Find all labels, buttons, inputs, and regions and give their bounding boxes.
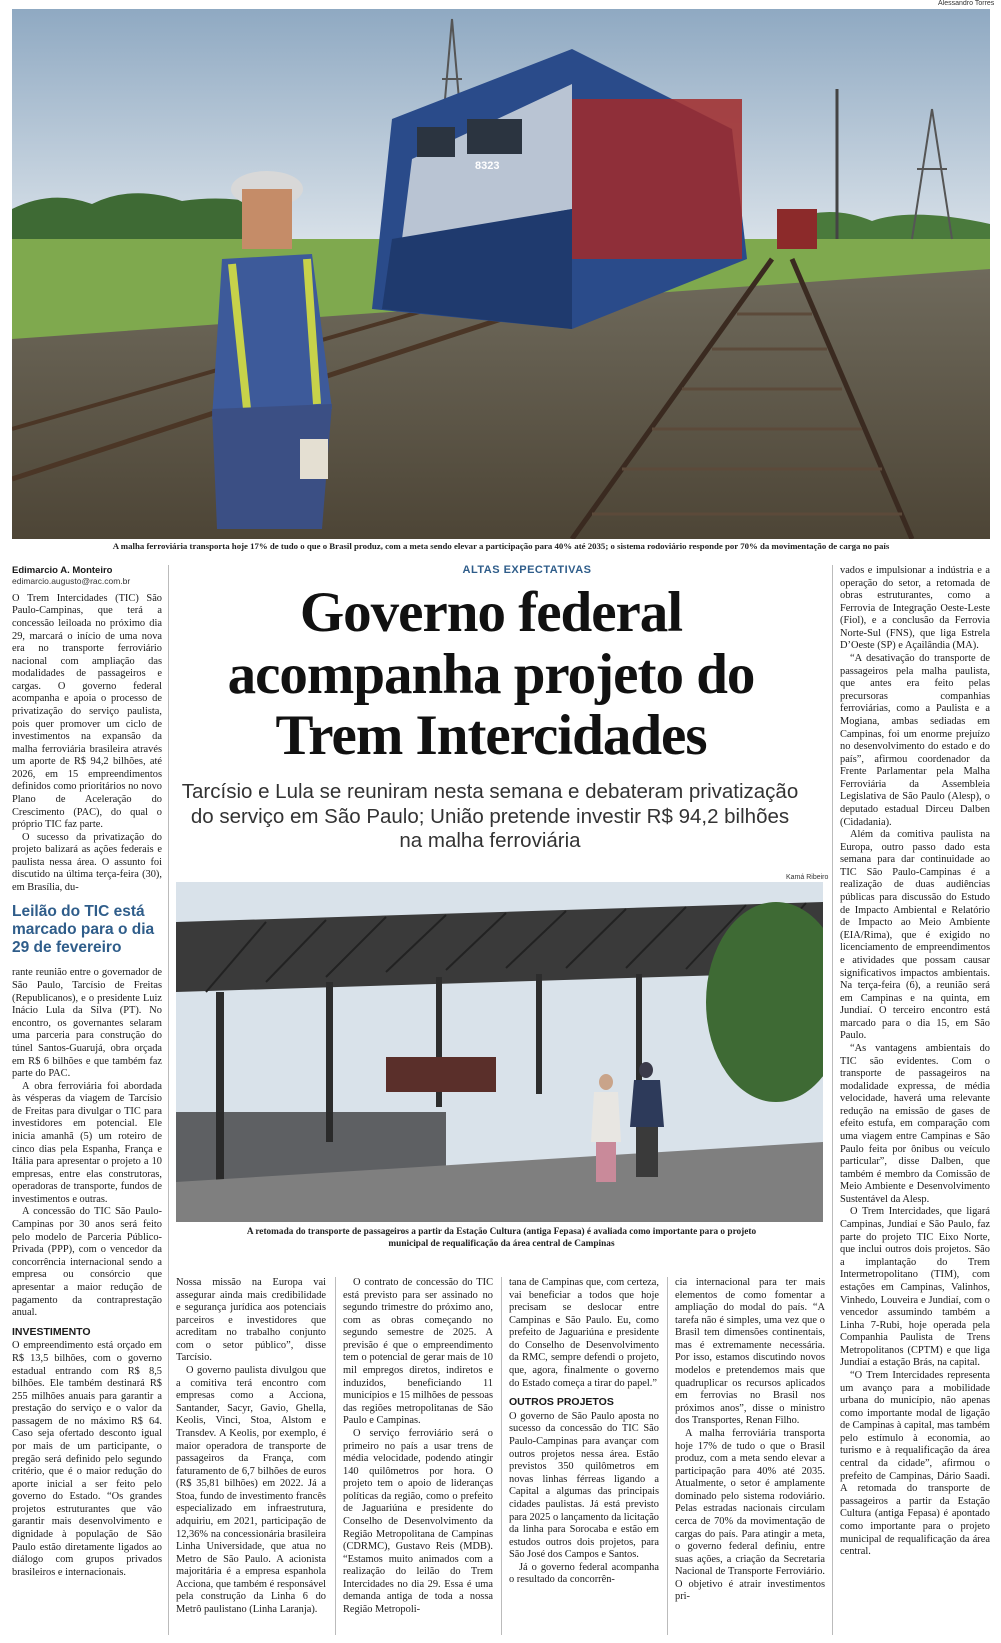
paragraph: A concessão do TIC São Paulo-Campinas por 30 anos será feito pelo modelo de Parceria Público-Privada (PPP), com o vencedor da concorrência internacional sendo a empresa ou consórcio que apresentar a maior redução de pagamento da contraprestação anual. (12, 1206, 162, 1319)
photo-credit-top: Alessandro Torres (938, 0, 995, 7)
headline: Governo federal acompanha projeto do Trem Intercidades (227, 581, 755, 768)
pull-quote: Leilão do TIC está marcado para o dia 29 de fevereiro (12, 902, 155, 957)
paragraph: Já o governo federal acompanha o resultado da concorrên- (509, 1561, 659, 1586)
top-photo-caption: A malha ferroviária transporta hoje 17% de tudo o que o Brasil produz, com a meta sendo elevar a participação para 40% até 2035; o sistema rodoviário responde por 70% da movimentação de carga no país (112, 541, 890, 551)
paragraph: Além da comitiva paulista na Europa, outro passo dado esta semana para dar continuidade ao TIC São Paulo-Campinas é a realização de duas audiências públicas para discussão do Estudo de Impacto Ambiental e Relatório de Impacto ao Meio Ambiente (EIA/Rima), que é exigido no licenciamento de empreendimentos e atividades que possam causar significativos impactos ambientais. Na terça-feira (6), a reunião será em Campinas e na quinta, em Jundiaí. O terceiro encontro está marcado para o dia 15, em São Paulo. (840, 829, 990, 1042)
column-divider (832, 565, 833, 1635)
byline-email: edimarcio.augusto@rac.com.br (12, 576, 131, 587)
column-1 (12, 565, 162, 1579)
paragraph: O Trem Intercidades, que ligará Campinas, Jundiaí e São Paulo, faz parte do projeto TIC Eixo Norte, que inclui outros dois projetos. São a implantação do Trem Intermetropolitano (TIM), com estações em Campinas, Valinhos, Vinhedo, Louveira e Jundiaí, com o vencedor assumindo também a Linha 7-Rubi, hoje operada pela Companhia Paulista de Trens Metropolitanos (CPTM) e que liga Jundiaí a estação Brás, na capital. (840, 1206, 990, 1369)
column-2 (176, 1277, 326, 1617)
section-heading: OUTROS PROJETOS (509, 1396, 614, 1409)
subheadline: Tarcísio e Lula se reuniram nesta semana e debateram privatização do serviço em São Paulo; União pretende investir R$ 94,2 bilhões na malha ferroviária (181, 780, 799, 853)
mid-photo-station (176, 882, 823, 1222)
paragraph: “As vantagens ambientais do TIC são evidentes. Com o transporte de passageiros na modalidade expressa, de média velocidade, haverá uma relevante redução na emissão de gases de efeito estufa, em comparação com uma viagem entre Campinas e São Paulo feita por ônibus ou veículo particular”, disse Dalben, que também é membro da Comissão de Meio Ambiente e Desenvolvimento Sustentável da Alesp. (840, 1042, 990, 1205)
column-divider (335, 1277, 336, 1635)
paragraph: O sucesso da privatização do projeto balizará as ações federais e paulista nessa área. O assunto foi discutido na última terça-feira (30), em Brasília, du- (12, 831, 162, 894)
paragraph: Nossa missão na Europa vai assegurar ainda mais credibilidade e segurança jurídica aos potenciais parceiros e investidores que acreditam no trabalho conjunto com o setor público”, disse Tarcísio. (176, 1277, 326, 1364)
column-4 (509, 1277, 659, 1587)
column-5 (675, 1277, 825, 1604)
photo-credit-mid: Kamá Ribeiro (786, 874, 829, 881)
top-photo-railway (12, 9, 990, 539)
paragraph: “O Trem Intercidades representa um avanço para a mobilidade urbana do município, não apenas como importante modal de ligação de Campinas à capital, mas também pelo estímulo à economia, ao turismo e à requalificação da área central da cidade”, afirmou o prefeito de Campinas, Dário Saadi. A retomada do transporte de passageiros a partir da Estação Cultura (antiga Fepasa) é apontado como importante para o projeto municipal de requalificação da área central. (840, 1370, 990, 1558)
column-divider (667, 1277, 668, 1635)
column-6 (840, 565, 990, 1559)
paragraph: O Trem Intercidades (TIC) São Paulo-Campinas, que terá a concessão leiloada no próximo dia 29, marcará o início de uma nova era no transporte ferroviário nacional com ampliação das modalidades de passageiros e cargas. O governo federal acompanha e apoia o processo de privatização do serviço paulista, pois quer promover um ciclo de investimentos na expansão da malha ferroviária brasileira através um aporte de R$ 94,2 bilhões, até 2026, em 15 empreendimentos definidos como prioritários no novo Plano de Aceleração do Crescimento (PAC), do qual o próprio TIC faz parte. (12, 592, 162, 831)
paragraph: vados e impulsionar a indústria e a operação do setor, a retomada de obras estruturantes, como a Ferrovia de Integração Oeste-Leste (Fiol), e a conclusão da Ferrovia Norte-Sul (FNS), que liga Estrela D’Oeste (SP) e Açailândia (MA). (840, 565, 990, 652)
paragraph: A obra ferroviária foi abordada às vésperas da viagem de Tarcísio de Freitas para divulgar o TIC para investidores em potencial. Ele inicia amanhã (5) um roteiro de cinco dias pela Espanha, França e Itália para apresentar o projeto a 10 empresas, entre elas construtoras, operadoras de transporte, fundos de investimentos e outras. (12, 1080, 162, 1205)
paragraph: O serviço ferroviário será o primeiro no país a usar trens de média velocidade, podendo atingir 140 quilômetros por hora. O projeto tem o apoio de lideranças políticas da região, como o prefeito de Jaguariúna e presidente do Conselho de Desenvolvimento da Região Metropolitana de Campinas (CDRMC), Gustavo Reis (MDB). “Estamos muito animados com a realização do leilão do Trem Intercidades no dia 29. Essa é uma demanda antiga de toda a nossa Região Metropoli- (343, 1427, 493, 1616)
paragraph: A malha ferroviária transporta hoje 17% de tudo o que o Brasil produz, com a meta sendo elevar a participação para 40% até 2035. Atualmente, o setor é amplamente dominado pelo sistema rodoviário. Pelas estradas nacionais circulam cerca de 70% da movimentação de cargas do país. Para atingir a meta, o governo federal definiu, entre suas ações, a criação da Secretaria Nacional de Transporte Ferroviário. O objetivo é atrair investimentos pri- (675, 1427, 825, 1603)
paragraph: O governo de São Paulo aposta no sucesso da concessão do TIC São Paulo-Campinas para avançar com outros projetos nessa área. Estão previstos 350 quilômetros em novas linhas férreas ligando a Capital a algumas das principais cidades paulistas. Já está previsto para 2025 o lançamento da licitação da linha para Sorocaba e estão em estudos outros dois projetos, para São José dos Campos e Santos. (509, 1410, 659, 1561)
paragraph: “A desativação do transporte de passageiros pela malha paulista, que antes era feito pelas precursoras companhias ferroviárias, como a Paulista e a Mogiana, ambas sediadas em Campinas, foi um enorme prejuízo no desenvolvimento do estado e do país”, afirmou coordenador da Frente Parlamentar pela Malha Ferroviária da Assembleia Legislativa de São Paulo (Alesp), o deputado estadual Dirceu Dalben (Cidadania). (840, 653, 990, 828)
paragraph: O governo paulista divulgou que a comitiva terá encontro com empresas como a Acciona, Santander, Sacyr, Gavio, Ghella, Keolis, Vinci, Stoa, Alstom e Transdev. A Keolis, por exemplo, é maior operadora de transporte de passageiros da França, com faturamento de 6,7 bilhões de euros (R$ 35,81 bilhões) em 2022. Já a Stoa, fundo de investimento francês especializado em infraestrutura, adquiriu, em 2021, participação de 12,36% na concessionária brasileira Linha Universidade, que atua no Metro de São Paulo. A acionista majoritária é a empresa espanhola Acciona, que também é responsável pela construção da Linha 6 do Metrô paulistano (Linha Laranja). (176, 1365, 326, 1616)
column-divider (168, 565, 169, 1635)
svg-text:8323: 8323 (475, 160, 500, 172)
section-heading: INVESTIMENTO (12, 1325, 91, 1338)
paragraph: tana de Campinas que, com certeza, vai beneficiar a todos que hoje precisam se deslocar entre Campinas e São Paulo. Eu, como prefeito de Jaguariúna e presidente do Conselho de Desenvolvimento da RMC, sempre defendi o projeto, que, agora, finalmente o governo do Estado começa a tirar do papel.” (509, 1277, 659, 1389)
kicker: ALTAS EXPECTATIVAS (462, 564, 592, 576)
byline-name: Edimarcio A. Monteiro (12, 565, 113, 576)
paragraph: rante reunião entre o governador de São Paulo, Tarcísio de Freitas (Republicanos), e o presidente Luiz Inácio Lula da Silva (PT). No encontro, os governantes selaram uma parceria para construção do túnel Santos-Guarujá, obra orçada em R$ 6 bilhões e que também faz parte do PAC. (12, 967, 162, 1080)
column-3 (343, 1277, 493, 1617)
mid-photo-caption: A retomada do transporte de passageiros a partir da Estação Cultura (antiga Fepasa) é avaliada como importante para o projeto municipal de requalificação da área central de Campinas (246, 1227, 757, 1250)
column-divider (501, 1277, 502, 1635)
paragraph: O empreendimento está orçado em R$ 13,5 bilhões, com o governo estadual entrando com R$ 8,5 bilhões. Ele também destinará R$ 255 milhões anuais para garantir a prestação do serviço e o valor da passagem de no máximo R$ 64. Caso seja ofertado desconto igual por mais de um participante, o pregão será definido pelo segundo critério, que é o maior redução do aporte inicial a ser feito pelo governo do Estado. “Os grandes projetos estruturantes que vão garantir mais desenvolvimento e dignidade à população de São Paulo estão diretamente ligados ao diálogo com grupos privados brasileiros e internacionais. (12, 1340, 162, 1578)
paragraph: cia internacional para ter mais elementos de como fomentar a ampliação do modal do país. “A tarefa não é simples, uma vez que o Brasil tem dimensões continentais, mas é extremamente necessária. Por isso, estamos discutindo novos modelos e pretendemos mais que quadruplicar os recursos aplicados em ferrovias no Brasil nos próximos anos”, disse o ministro dos Transportes, Renan Filho. (675, 1277, 825, 1427)
paragraph: O contrato de concessão do TIC está previsto para ser assinado no segundo trimestre do próximo ano, com as obras começando no segundo semestre de 2025. A previsão é que o empreendimento tem o potencial de gerar mais de 10 mil empregos diretos, indiretos e induzidos, beneficiando 11 municípios e 15 milhões de pessoas das regiões metropolitanas de São Paulo e Campinas. (343, 1277, 493, 1427)
